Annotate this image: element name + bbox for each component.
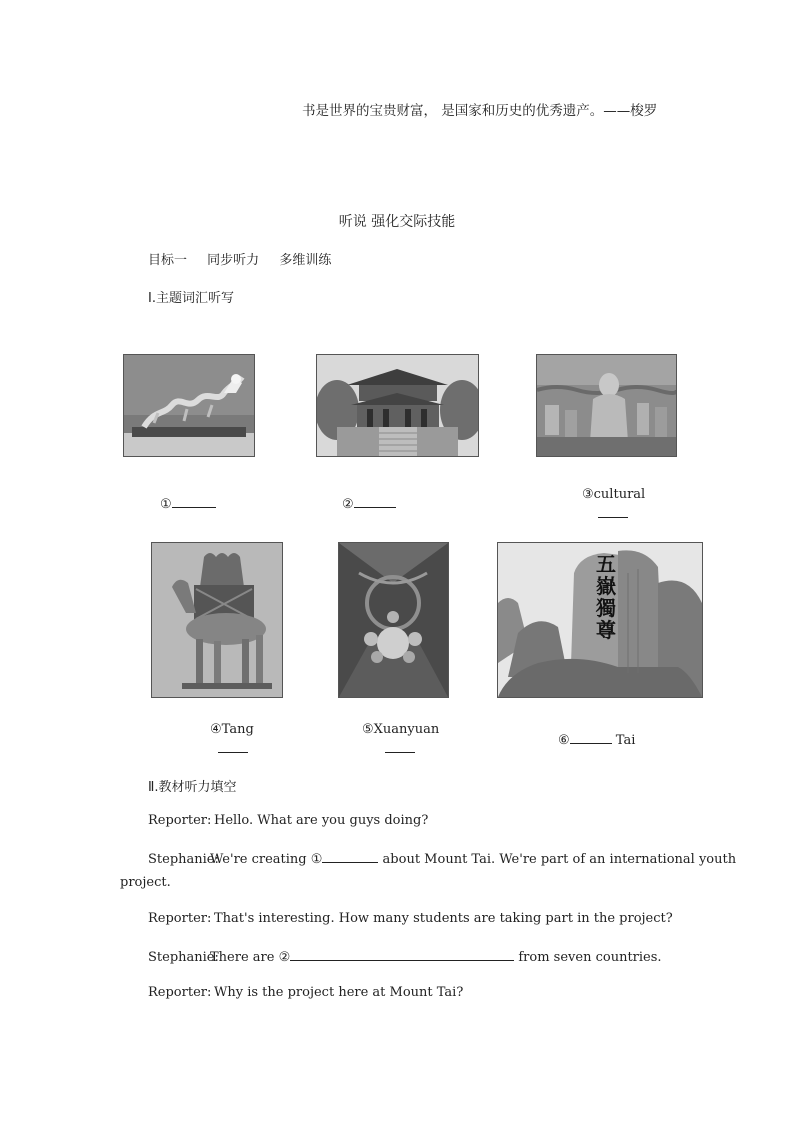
answer-blank-4[interactable] (218, 738, 248, 757)
dialogue-line-2-continuation: project. (120, 875, 171, 890)
caption-4 (210, 722, 254, 737)
part2-heading: Ⅱ.教材听力填空 (148, 780, 237, 795)
dialogue-line-1 (148, 813, 428, 828)
answer-blank-5[interactable] (385, 738, 415, 757)
caption-6 (558, 731, 635, 748)
goal-item-1: 同步听力 (207, 253, 260, 268)
utterance-after-blank: about Mount Tai. We're part of an international youth (378, 852, 737, 867)
caption-3-text: cultural (593, 487, 646, 502)
caption-5 (362, 722, 439, 737)
header-quote: 书是世界的宝贵财富， 是国家和历史的优秀遗产。——梭罗 (302, 103, 658, 119)
utterance: Hello. What are you guys doing? (214, 813, 429, 828)
caption-6-number: ⑥ (558, 733, 570, 748)
speaker: Reporter: (148, 813, 212, 828)
dialogue-line-2 (148, 850, 736, 867)
camel-figurine-image (151, 542, 283, 698)
caption-5-text: Xuanyuan (373, 722, 440, 737)
ceiling-pearl-image (338, 542, 449, 698)
rock-inscription-image (497, 542, 703, 698)
caption-3 (582, 487, 645, 502)
answer-blank-2[interactable] (354, 495, 396, 508)
utterance: Why is the project here at Mount Tai? (214, 985, 464, 1000)
goal-item-2: 多维训练 (279, 253, 332, 268)
caption-1 (160, 495, 216, 512)
caption-1-number: ① (160, 497, 172, 512)
speaker: Reporter: (148, 911, 212, 926)
dialogue-line-3 (148, 911, 673, 926)
dragon-sculpture-image (123, 354, 255, 457)
rock-inscription-text: 五嶽獨尊 (596, 552, 616, 642)
utterance-before-blank: We're creating ① (210, 852, 323, 867)
dialogue-line-5 (148, 985, 463, 1000)
speaker: Stephanie: (148, 852, 219, 867)
dialogue-blank-1[interactable] (322, 850, 378, 863)
caption-6-text: Tai (615, 733, 636, 748)
utterance-before-blank: There are ② (210, 950, 291, 965)
goal-line (148, 249, 347, 268)
dialogue-blank-2[interactable] (290, 948, 514, 961)
caption-4-number: ④ (210, 722, 222, 737)
speaker: Stephanie: (148, 950, 219, 965)
caption-3-number: ③ (582, 487, 594, 502)
answer-blank-1[interactable] (172, 495, 216, 508)
caption-2-number: ② (342, 497, 354, 512)
answer-blank-3[interactable] (598, 503, 628, 522)
stone-carvings-image (536, 354, 677, 457)
utterance: That's interesting. How many students are taking part in the project? (214, 911, 673, 926)
dialogue-line-4 (148, 948, 662, 965)
caption-2 (342, 495, 396, 512)
utterance-after-blank: from seven countries. (514, 950, 662, 965)
goal-label: 目标一 (148, 253, 188, 268)
speaker: Reporter: (148, 985, 212, 1000)
section-title: 听说 强化交际技能 (338, 214, 456, 230)
answer-blank-6[interactable] (570, 731, 612, 744)
temple-palace-image (316, 354, 479, 457)
part1-heading: Ⅰ.主题词汇听写 (148, 291, 234, 306)
caption-4-text: Tang (221, 722, 254, 737)
caption-5-number: ⑤ (362, 722, 374, 737)
